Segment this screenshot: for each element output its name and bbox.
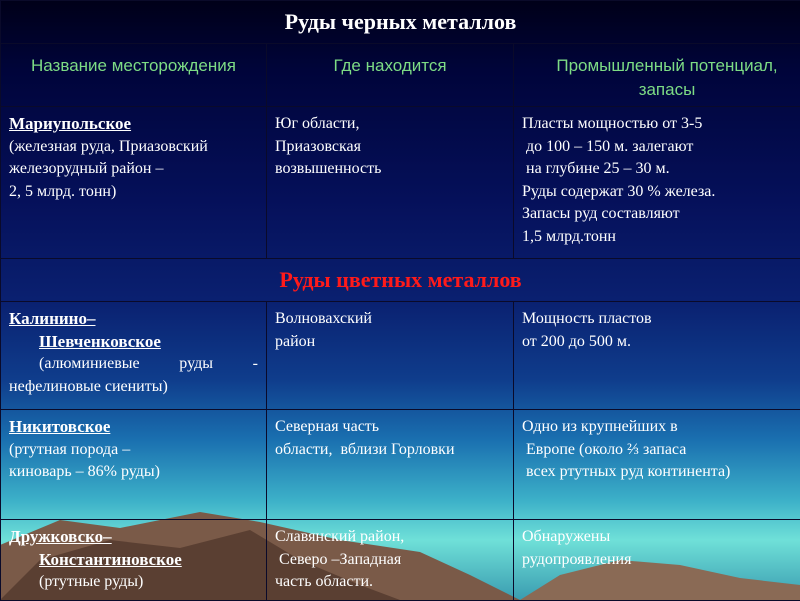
- black-metals-title: Руды черных металлов: [285, 9, 517, 34]
- cell-location: Северная часть области, вблизи Горловки: [267, 410, 514, 520]
- cell-potential: Одно из крупнейших в Европе (около ⅔ запаса всех ртутных руд континента): [514, 410, 800, 520]
- cell-name: Никитовское (ртутная порода – киноварь – 86% руды): [1, 410, 267, 520]
- cell-name: Калинино– Шевченковское (алюминиевые руды - нефелиновые сиениты): [1, 302, 267, 410]
- cell-potential: Мощность пластов от 200 до 500 м.: [514, 302, 800, 410]
- cell-name: Мариупольское (железная руда, Приазовский железорудный район – 2, 5 млрд. тонн): [1, 107, 267, 259]
- black-metals-title-cell: [1, 1, 800, 44]
- cell-location: Волновахский район: [267, 302, 514, 410]
- color-metals-title: Руды цветных металлов: [279, 267, 521, 292]
- column-header-row: [1, 44, 800, 107]
- table-row-druzhkovsko: [1, 520, 800, 601]
- black-metals-title-row: [1, 1, 800, 44]
- table-row-mariupolskoe: [1, 107, 800, 259]
- column-header-potential: Промышленный потенциал, запасы: [514, 44, 800, 107]
- column-header-location: Где находится: [267, 44, 514, 107]
- cell-potential: Пласты мощностью от 3-5 до 100 – 150 м. залегают на глубине 25 – 30 м. Руды содержат 30 % железа. Запасы руд составляют 1,5 млрд.тонн: [514, 107, 800, 259]
- cell-name: Дружковско– Константиновское (ртутные руды): [1, 520, 267, 601]
- color-metals-title-row: [1, 259, 800, 302]
- cell-location: Славянский район, Северо –Западная часть области.: [267, 520, 514, 601]
- deposit-name: Калинино–: [9, 308, 258, 331]
- color-metals-title-cell: [1, 259, 800, 302]
- table-row-nikitovskoe: [1, 410, 800, 520]
- cell-location: Юг области, Приазовская возвышенность: [267, 107, 514, 259]
- deposit-name: Дружковско–: [9, 526, 258, 549]
- column-header-name: Название месторождения: [1, 44, 267, 107]
- deposit-name: Мариупольское: [9, 113, 258, 136]
- cell-potential: Обнаружены рудопроявления: [514, 520, 800, 601]
- deposit-name: Никитовское: [9, 416, 258, 439]
- table-row-kalinino: [1, 302, 800, 410]
